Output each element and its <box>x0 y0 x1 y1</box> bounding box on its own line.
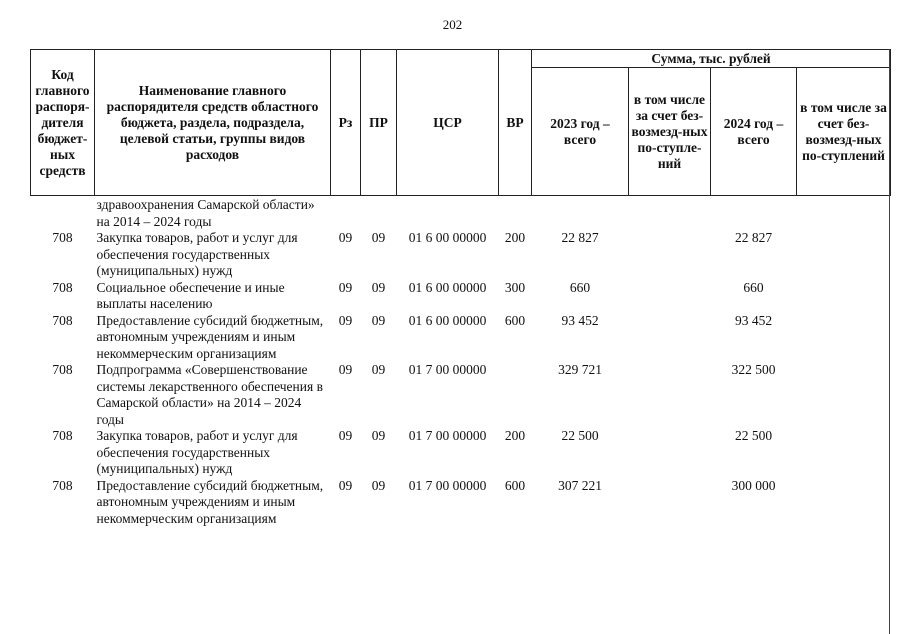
cell-sum-2024: 660 <box>743 279 764 295</box>
cell-rz: 09 <box>338 477 353 493</box>
cell-csr: 01 7 00 00000 <box>408 362 487 377</box>
table-row <box>31 313 891 363</box>
table-row <box>31 478 891 528</box>
cell-sum-2024-gratis <box>797 428 891 478</box>
cell-rz: 09 <box>338 428 353 443</box>
header-sum-2024: 2024 год – всего <box>711 68 797 196</box>
table-row <box>31 280 891 313</box>
cell-pr: 09 <box>371 362 386 377</box>
header-name: Наименование главного распорядителя средств областного бюджета, раздела, подраздела, целевой статьи, группы видов расходов <box>95 50 331 196</box>
cell-code: 708 <box>52 477 73 493</box>
cell-sum-2024: 300 000 <box>731 477 776 493</box>
table-right-border <box>889 49 890 634</box>
cell-code: 708 <box>52 230 73 245</box>
table-row <box>31 230 891 280</box>
cell-sum-2023-gratis <box>629 478 711 528</box>
cell-code: 708 <box>52 428 73 443</box>
cell-csr: 01 6 00 00000 <box>408 312 487 328</box>
cell-sum-2024: 93 452 <box>734 312 773 328</box>
cell-sum-2023: 22 827 <box>561 230 599 245</box>
cell-sum-2023: 329 721 <box>558 362 602 377</box>
header-sum-2024-gratis: в том числе за счет без-возмезд-ных по-ступлений <box>797 68 891 196</box>
cell-csr: 01 6 00 00000 <box>408 230 487 245</box>
cell-sum-2024-gratis <box>797 362 891 428</box>
cell-name: Закупка товаров, работ и услуг для обеспечения государственных (муниципальных) нужд <box>96 428 298 476</box>
cell-sum-2024: 22 500 <box>734 428 773 443</box>
cell-code: 708 <box>52 312 73 328</box>
cell-sum-2024: 322 500 <box>731 362 776 377</box>
cell-sum-2024-gratis <box>797 313 891 363</box>
cell-vr <box>499 362 532 428</box>
header-csr: ЦСР <box>397 50 499 196</box>
header-pr: ПР <box>361 50 397 196</box>
continuation-row <box>31 196 891 231</box>
header-rz: Рз <box>331 50 361 196</box>
cell-sum-2023-gratis <box>629 313 711 363</box>
cell-sum-2024: 22 827 <box>734 230 773 245</box>
cell-sum-2024-gratis <box>797 280 891 313</box>
cell-sum-2023: 93 452 <box>561 312 599 328</box>
cell-csr: 01 6 00 00000 <box>408 279 487 295</box>
budget-table <box>30 49 891 527</box>
cell-sum-2023-gratis <box>629 428 711 478</box>
cell-csr: 01 7 00 00000 <box>408 477 487 493</box>
cell-pr: 09 <box>371 477 386 493</box>
cell-sum-2023: 660 <box>569 279 591 295</box>
cell-vr: 300 <box>504 279 526 295</box>
table-row <box>31 428 891 478</box>
cell-pr: 09 <box>371 279 386 295</box>
header-sum-group: Сумма, тыс. рублей <box>532 50 891 68</box>
cell-pr: 09 <box>371 428 386 443</box>
cell-rz: 09 <box>338 312 353 328</box>
cell-name: Предоставление субсидий бюджетным, автономным учреждениям и иным некоммерческим организациям <box>96 477 324 526</box>
cell-vr: 200 <box>504 230 526 245</box>
cell-rz: 09 <box>338 362 353 377</box>
table-row <box>31 362 891 428</box>
header-code: Код главного распоря-дителя бюджет-ных средств <box>31 50 95 196</box>
cell-name: Закупка товаров, работ и услуг для обеспечения государственных (муниципальных) нужд <box>96 230 298 278</box>
cell-sum-2024-gratis <box>797 230 891 280</box>
cell-name: Социальное обеспечение и иные выплаты населению <box>96 279 285 311</box>
cell-rz: 09 <box>338 230 353 245</box>
header-sum-2023-gratis: в том числе за счет без-возмезд-ных по-ступле-ний <box>629 68 711 196</box>
header-vr: ВР <box>499 50 532 196</box>
page-number: 202 <box>442 17 463 32</box>
cell-sum-2023-gratis <box>629 230 711 280</box>
cell-sum-2023-gratis <box>629 362 711 428</box>
cell-code: 708 <box>52 362 73 377</box>
cell-sum-2023-gratis <box>629 280 711 313</box>
cell-rz: 09 <box>338 279 353 295</box>
cell-sum-2023: 307 221 <box>558 477 602 493</box>
cell-vr: 600 <box>504 312 526 328</box>
cell-code: 708 <box>52 279 73 295</box>
cell-pr: 09 <box>371 230 386 245</box>
cell-name: Предоставление субсидий бюджетным, автономным учреждениям и иным некоммерческим организациям <box>96 312 324 361</box>
table-body <box>31 196 891 528</box>
cell-name: Подпрограмма «Совершенствование системы лекарственного обеспечения в Самарской области» на 2014 – 2024 годы <box>96 362 323 427</box>
cell-sum-2023: 22 500 <box>561 428 599 443</box>
cell-pr: 09 <box>371 312 386 328</box>
table-header <box>31 50 891 196</box>
header-sum-2023: 2023 год – всего <box>532 68 629 196</box>
cell-vr: 600 <box>504 477 526 493</box>
cell-vr: 200 <box>504 428 526 443</box>
cell-sum-2024-gratis <box>797 478 891 528</box>
cell-csr: 01 7 00 00000 <box>408 428 487 443</box>
continuation-text: здравоохранения Самарской области» на 2014 – 2024 годы <box>96 197 315 229</box>
